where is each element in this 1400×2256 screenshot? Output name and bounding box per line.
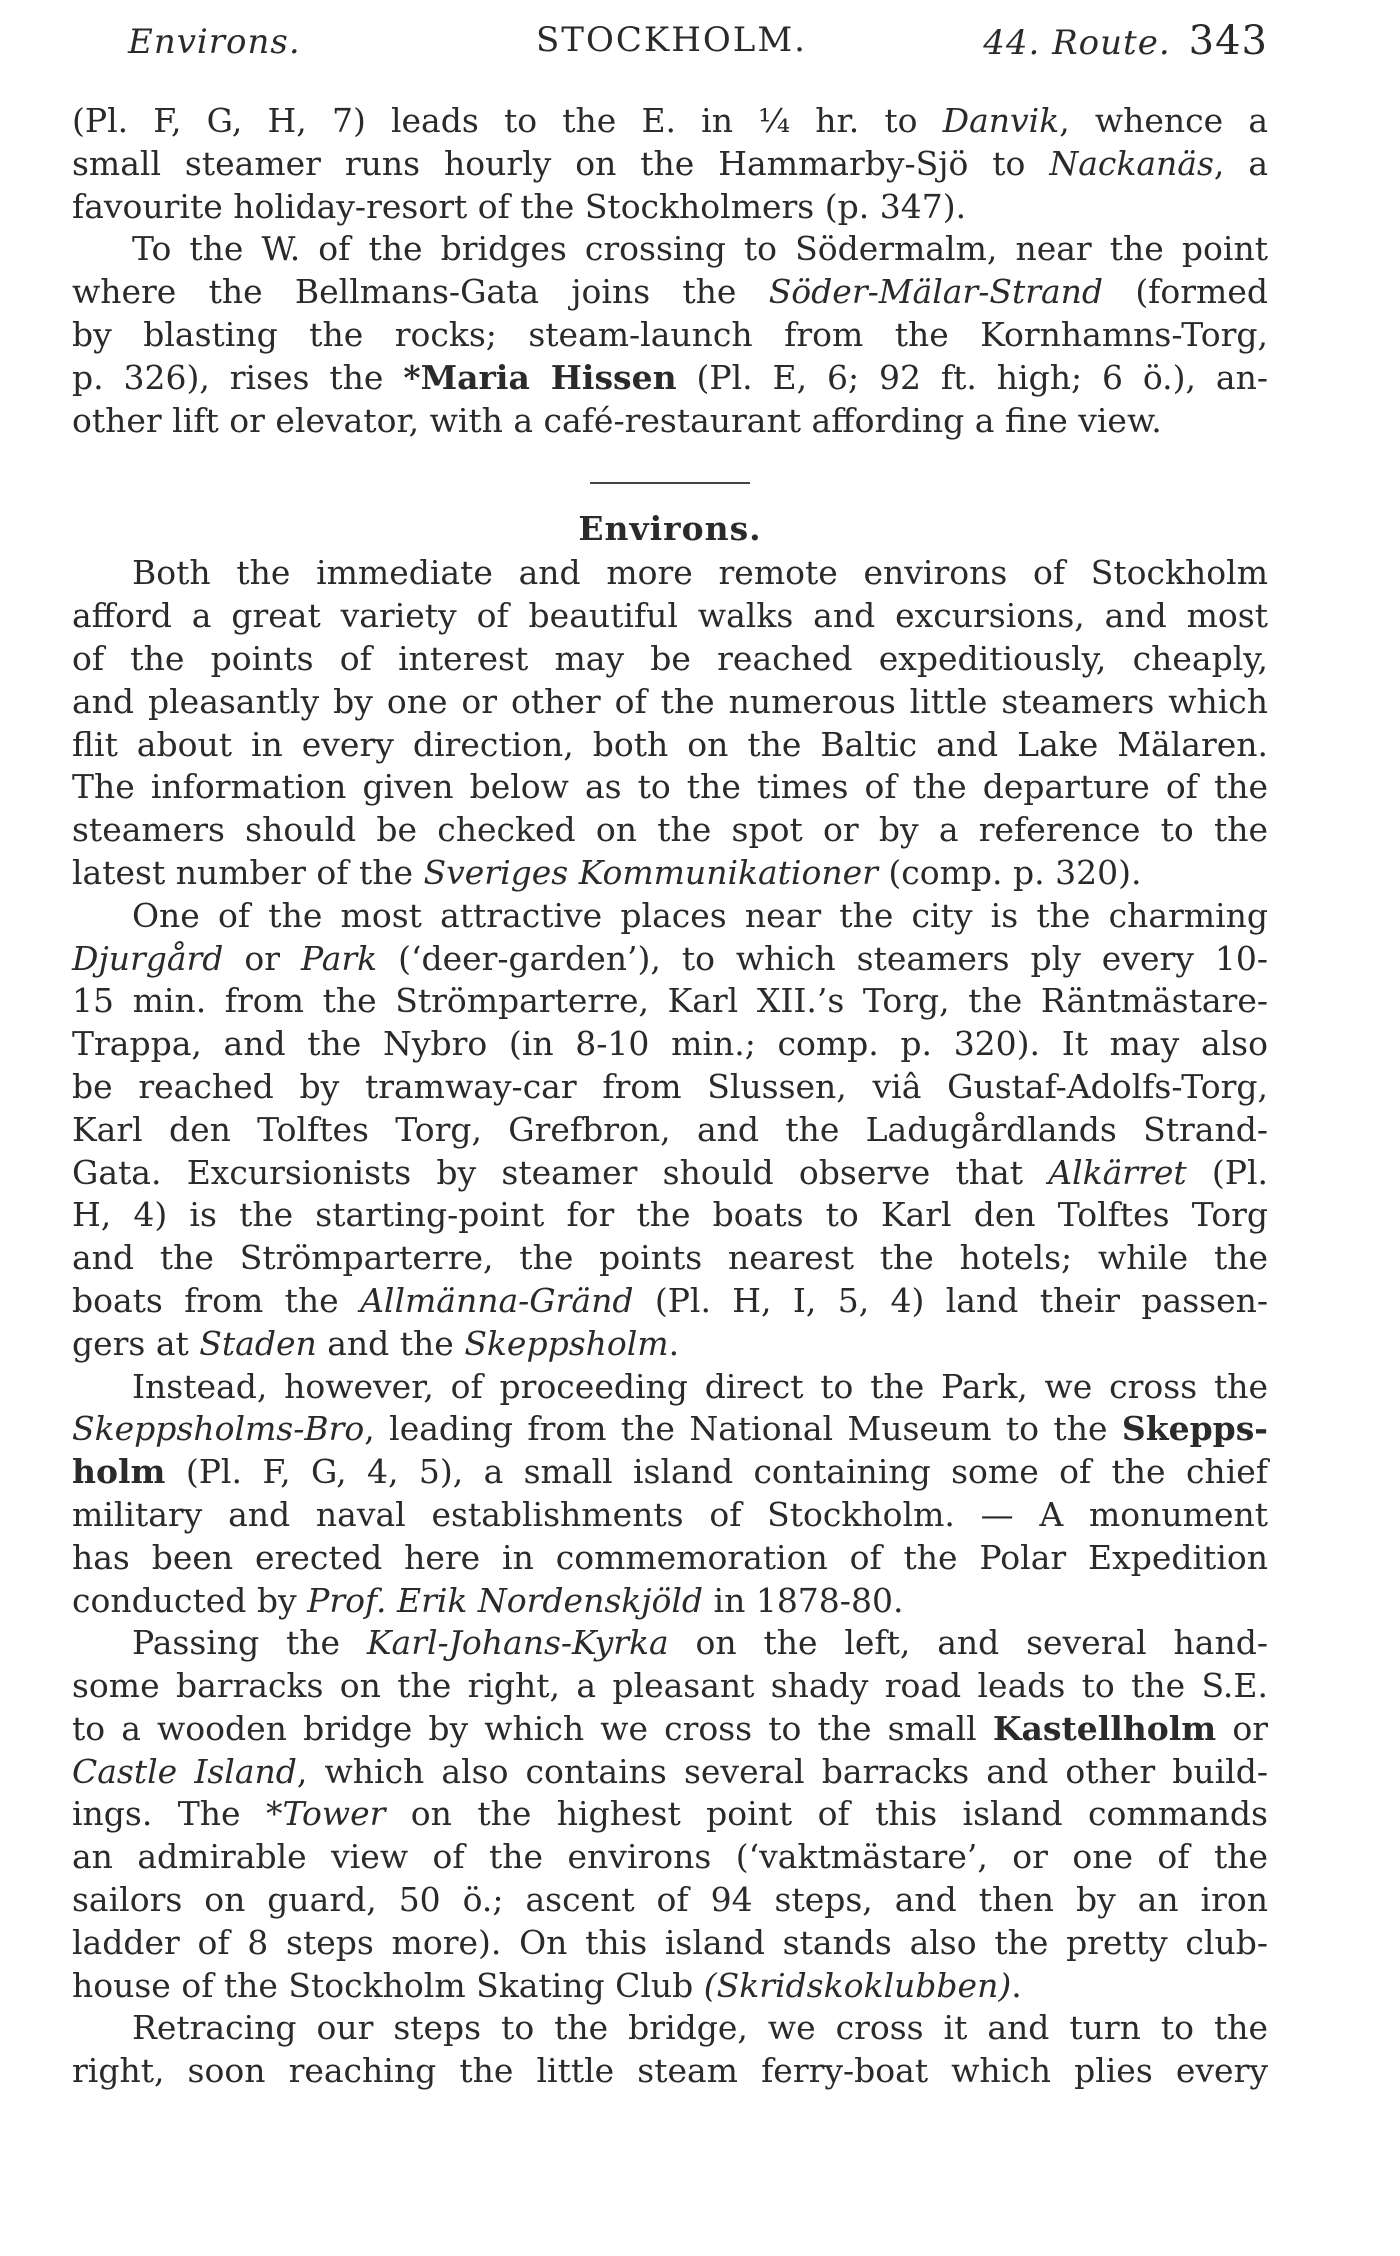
text-run: (comp. p. 320). — [877, 852, 1142, 892]
text-run: flit about in every direction, both on the Baltic and Lake Mälaren. — [72, 724, 1268, 764]
text-line — [72, 681, 1268, 724]
text-run: where the Bellmans-Gata joins the — [72, 272, 769, 312]
text-run: (‘deer-garden’), to which steamers ply every 10- — [377, 938, 1269, 978]
italic-text: Djurgård — [72, 938, 224, 978]
italic-text: Staden — [199, 1323, 317, 1363]
text-line — [72, 1751, 1268, 1794]
text-run: Trappa, and the Nybro (in 8-10 min.; comp. p. 320). It may also — [72, 1024, 1268, 1064]
text-line — [72, 809, 1268, 852]
text-line — [72, 143, 1268, 186]
italic-text: Alkärret — [1048, 1152, 1187, 1192]
text-run: , leading from the National Museum to the — [364, 1409, 1122, 1449]
text-line — [72, 1109, 1268, 1152]
text-run: (Pl. F, G, 4, 5), a small island containing some of the chief — [165, 1452, 1268, 1492]
text-run: Gata. Excursionists by steamer should observe that — [72, 1152, 1049, 1192]
text-run: (formed — [1103, 272, 1268, 312]
text-run: on the highest point of this island commands — [385, 1794, 1268, 1834]
text-line — [72, 314, 1268, 357]
text-run: has been erected here in commemoration of the Polar Expedition — [72, 1537, 1268, 1577]
text-run: by blasting the rocks; steam-launch from the Kornhamns-Torg, — [72, 314, 1268, 354]
text-line — [72, 1537, 1268, 1580]
text-run: One of the most attractive places near the city is the charming — [132, 895, 1268, 935]
text-line — [72, 2007, 1268, 2050]
running-header — [126, 14, 1268, 68]
text-line — [72, 228, 1268, 271]
text-run: steamers should be checked on the spot or by a reference to the — [72, 810, 1268, 850]
text-line — [72, 1451, 1268, 1494]
text-line — [72, 1965, 1268, 2008]
text-run: , a — [1213, 143, 1268, 183]
text-line — [72, 895, 1268, 938]
italic-text: Castle Island — [72, 1751, 297, 1791]
text-line — [72, 1323, 1268, 1366]
text-run: (Pl. — [1186, 1152, 1268, 1192]
text-line — [72, 638, 1268, 681]
text-line — [72, 938, 1268, 981]
text-line — [72, 357, 1268, 400]
text-run: or — [1216, 1708, 1269, 1748]
text-run: Passing the — [132, 1623, 367, 1663]
text-run: , whence a — [1059, 101, 1269, 140]
text-line — [72, 2050, 1268, 2093]
italic-text: Danvik — [942, 101, 1060, 140]
text-run: ings. The * — [72, 1794, 283, 1834]
text-run: an admirable view of the environs (‘vaktmästare’, or one of the — [72, 1837, 1268, 1877]
text-line — [72, 1580, 1268, 1623]
text-run: and the — [316, 1323, 465, 1363]
text-line — [72, 271, 1268, 314]
header-left-title: Environs. — [128, 22, 301, 62]
text-run: To the W. of the bridges crossing to Södermalm, near the point — [132, 229, 1268, 269]
text-run: and pleasantly by one or other of the numerous little steamers which — [72, 681, 1268, 721]
text-run: (Pl. F, G, H, 7) leads to the E. in ¼ hr. to — [72, 101, 943, 140]
text-line — [72, 1408, 1268, 1451]
text-run: . — [668, 1323, 680, 1363]
text-run: house of the Stockholm Skating Club — [72, 1965, 704, 2005]
text-line — [72, 1922, 1268, 1965]
text-run: ladder of 8 steps more). On this island stands also the pretty club- — [72, 1922, 1268, 1962]
text-run: military and naval establishments of Stockholm. — A monument — [72, 1494, 1268, 1534]
text-run: gers at — [72, 1323, 200, 1363]
text-run: , which also contains several barracks and other build- — [296, 1751, 1268, 1791]
text-run: small steamer runs hourly on the Hammarby-Sjö to — [72, 143, 1050, 183]
text-run: . — [1011, 1965, 1022, 2005]
bold-text: Kastellholm — [992, 1708, 1217, 1748]
text-line — [72, 852, 1268, 895]
text-run: in 1878-80. — [703, 1580, 904, 1620]
text-line — [72, 400, 1268, 443]
italic-text: Karl-Johans-Kyrka — [366, 1623, 669, 1663]
text-line — [72, 1066, 1268, 1109]
text-run: of the points of interest may be reached expeditiously, cheaply, — [72, 638, 1268, 678]
text-line — [72, 186, 1268, 229]
text-run: some barracks on the right, a pleasant shady road leads to the S.E. — [72, 1666, 1268, 1706]
italic-text: Park — [300, 938, 378, 978]
text-run: Instead, however, of proceeding direct to the Park, we cross the — [132, 1366, 1268, 1406]
italic-text: Sveriges Kommunikationer — [423, 852, 878, 892]
text-line — [72, 1836, 1268, 1879]
text-line — [72, 552, 1268, 595]
text-run: sailors on guard, 50 ö.; ascent of 94 steps, and then by an iron — [72, 1880, 1268, 1920]
body-text — [72, 100, 1268, 2093]
text-line — [72, 980, 1268, 1023]
text-line — [72, 766, 1268, 809]
text-line — [72, 724, 1268, 767]
text-run: be reached by tramway-car from Slussen, viâ Gustaf-Adolfs-Torg, — [72, 1066, 1268, 1106]
italic-text: Nackanäs — [1049, 143, 1214, 183]
italic-text: Prof. Erik Nordenskjöld — [307, 1580, 704, 1620]
text-run: 15 min. from the Strömparterre, Karl XII.’s Torg, the Räntmästare- — [72, 981, 1268, 1021]
text-line — [72, 1023, 1268, 1066]
text-line — [72, 1879, 1268, 1922]
text-run: latest number of the — [72, 852, 424, 892]
text-line — [72, 1494, 1268, 1537]
text-run: (Pl. H, I, 5, 4) land their passen- — [633, 1280, 1268, 1320]
text-run: afford a great variety of beautiful walks and excursions, and most — [72, 596, 1268, 636]
text-line — [72, 1793, 1268, 1836]
text-line — [72, 1665, 1268, 1708]
text-line — [72, 1622, 1268, 1665]
text-run: right, soon reaching the little steam ferry-boat which plies every — [72, 2051, 1268, 2091]
bold-text: *Maria Hissen — [403, 357, 677, 397]
italic-text: Tower — [282, 1794, 386, 1834]
italic-text: (Skridskoklubben) — [703, 1965, 1012, 2005]
page-number: 343 — [1188, 18, 1268, 64]
italic-text: Allmänna-Gränd — [360, 1280, 634, 1320]
section-divider — [590, 482, 750, 484]
text-run: to a wooden bridge by which we cross to the small — [72, 1708, 993, 1748]
text-run: (Pl. E, 6; 92 ft. high; 6 ö.), an- — [676, 357, 1269, 397]
text-line — [72, 100, 1268, 143]
text-run: boats from the — [72, 1280, 361, 1320]
italic-text: Söder-Mälar-Strand — [768, 272, 1104, 312]
text-line — [72, 595, 1268, 638]
italic-text: Skeppsholm — [464, 1323, 669, 1363]
text-run: on the left, and several hand- — [668, 1623, 1268, 1663]
text-run: Karl den Tolftes Torg, Grefbron, and the Ladugårdlands Strand- — [72, 1109, 1268, 1149]
text-run: Both the immediate and more remote environs of Stockholm — [132, 553, 1268, 593]
text-run: and the Strömparterre, the points nearest the hotels; while the — [72, 1238, 1268, 1278]
text-run: The information given below as to the times of the departure of the — [72, 767, 1268, 807]
text-run: H, 4) is the starting-point for the boats to Karl den Tolftes Torg — [72, 1195, 1268, 1235]
text-line — [72, 1237, 1268, 1280]
text-line — [72, 1708, 1268, 1751]
text-line — [72, 1366, 1268, 1409]
text-line — [72, 1280, 1268, 1323]
text-run: conducted by — [72, 1580, 308, 1620]
header-route: 44. Route. — [983, 23, 1171, 63]
text-run: or — [223, 938, 301, 978]
bold-text: holm — [72, 1452, 166, 1492]
text-line — [72, 1194, 1268, 1237]
text-run: p. 326), rises the — [72, 357, 404, 397]
text-run: other lift or elevator, with a café-restaurant affording a fine view. — [72, 400, 1162, 440]
text-run: favourite holiday-resort of the Stockholmers (p. 347). — [72, 186, 967, 226]
header-right — [983, 18, 1268, 64]
text-line — [72, 1152, 1268, 1195]
header-center-title: STOCKHOLM. — [536, 20, 807, 60]
text-run: Retracing our steps to the bridge, we cross it and turn to the — [132, 2008, 1268, 2048]
section-heading: Environs. — [578, 509, 762, 549]
italic-text: Skeppsholms-Bro — [72, 1409, 365, 1449]
bold-text: Skepps- — [1121, 1409, 1268, 1449]
